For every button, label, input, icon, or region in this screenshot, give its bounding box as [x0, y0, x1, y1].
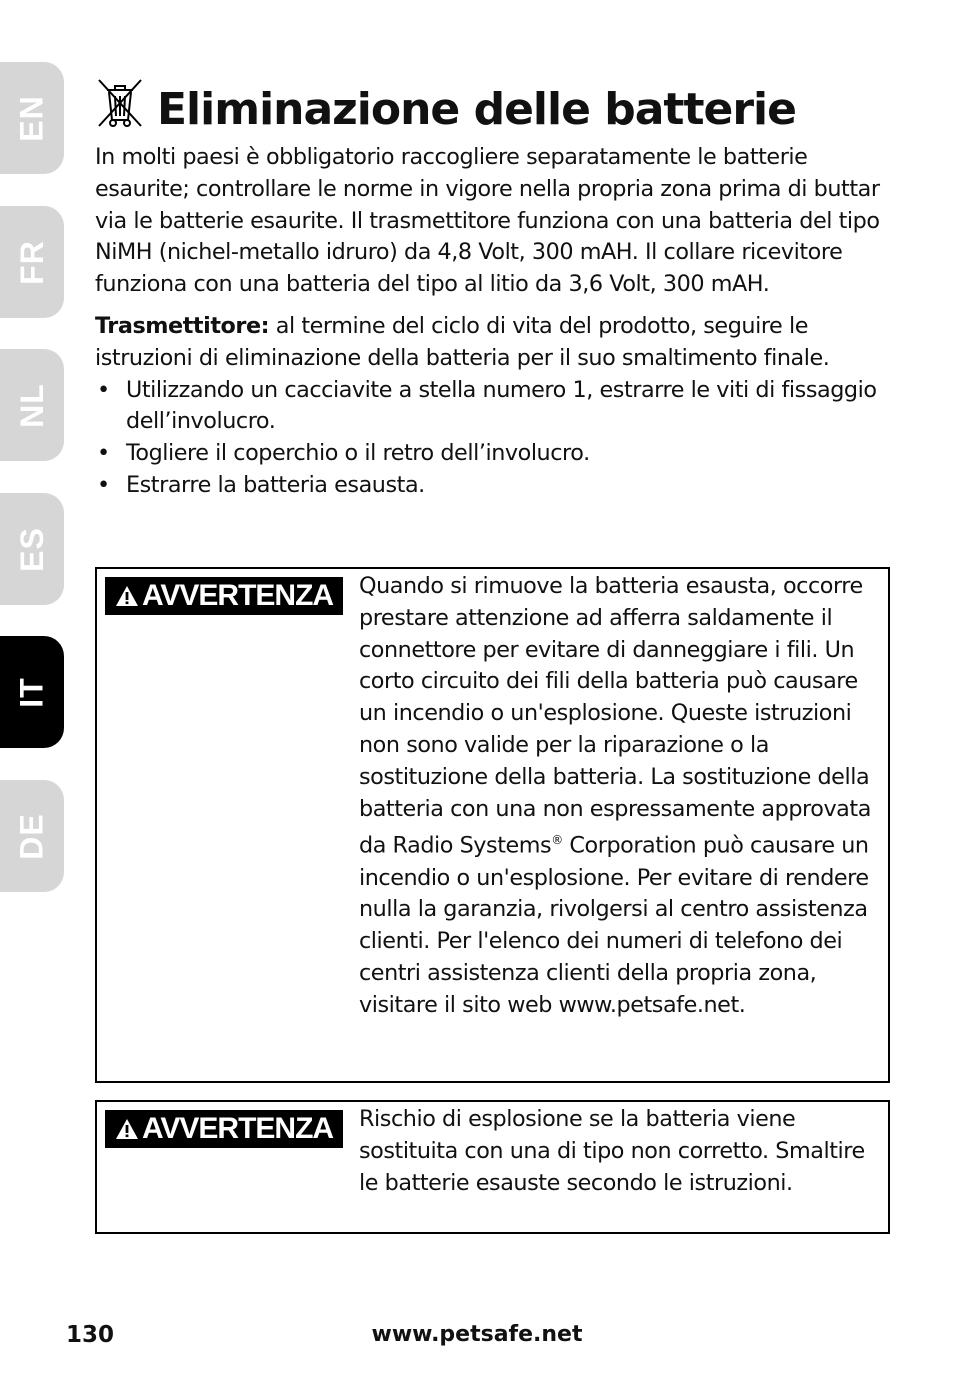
- transmitter-label: Trasmettitore:: [95, 312, 270, 339]
- bullet: •: [97, 440, 110, 467]
- warning-triangle-icon: [115, 1118, 139, 1140]
- tab-de[interactable]: DE: [0, 780, 64, 892]
- warning-box-1: [95, 567, 890, 1083]
- tab-it[interactable]: IT: [0, 636, 64, 748]
- tab-nl[interactable]: NL: [0, 349, 64, 461]
- page-title: [95, 62, 796, 142]
- bullet: •: [97, 471, 110, 498]
- warning-box-2: [95, 1100, 890, 1234]
- bullet: •: [97, 376, 110, 403]
- footer-url[interactable]: www.petsafe.net: [371, 1322, 583, 1347]
- transmitter-paragraph: [95, 311, 895, 375]
- warning-text: Quando si rimuove la batteria esausta, occorre prestare attenzione ad afferra saldamente il connettore per evitare di danneggiare i fili. Un corto circuito dei fili della batteria può causare un incendio o un'esplosione. Queste istruzioni non sono valide per la riparazione o la sostituzione della batteria. La sostituzione della batteria con una non espressamente approvata da Radio Systems® Corporation può causare un incendio o un'esplosione. Per evitare di rendere nulla la garanzia, rivolgersi al centro assistenza clienti. Per l'elenco dei numeri di telefono dei centri assistenza clienti della propria zona, visitare il sito web www.petsafe.net.: [359, 573, 871, 1018]
- warning-badge: AVVERTENZA: [105, 577, 343, 615]
- intro-paragraph: In molti paesi è obbligatorio raccogliere separatamente le batterie esaurite; controllare le norme in vigore nella propria zona prima di buttar via le batterie esaurite. Il trasmettitore funziona con una batteria del tipo NiMH (nichel-metallo idruro) da 4,8 Volt, 300 mAH. Il collare ricevitore funziona con una batteria del tipo al litio da 3,6 Volt, 300 mAH.: [95, 144, 880, 298]
- transmitter-text: al termine del ciclo di vita del prodotto, seguire le istruzioni di eliminazione della batteria per il suo smaltimento finale.: [95, 312, 830, 371]
- warning-text: Rischio di esplosione se la batteria viene sostituita con una di tipo non corretto. Smaltire le batterie esauste secondo le istruzioni.: [359, 1106, 865, 1196]
- list-item: • Estrarre la batteria esausta.: [95, 470, 895, 502]
- list-item: • Utilizzando un cacciavite a stella numero 1, estrarre le viti di fissaggio dell’involucro.: [97, 376, 877, 435]
- page-number: 130: [66, 1322, 115, 1348]
- tab-fr[interactable]: FR: [0, 206, 64, 318]
- title-text: Eliminazione delle batterie: [157, 84, 796, 135]
- tab-es[interactable]: ES: [0, 493, 64, 605]
- warning-triangle-icon: [115, 585, 139, 607]
- tab-en[interactable]: EN: [0, 62, 64, 174]
- instruction-list: [95, 375, 895, 502]
- warning-badge: AVVERTENZA: [105, 1110, 343, 1148]
- main-content: [95, 142, 895, 502]
- list-item: • Togliere il coperchio o il retro dell’involucro.: [95, 438, 895, 470]
- crossed-out-bin-icon: [95, 76, 145, 128]
